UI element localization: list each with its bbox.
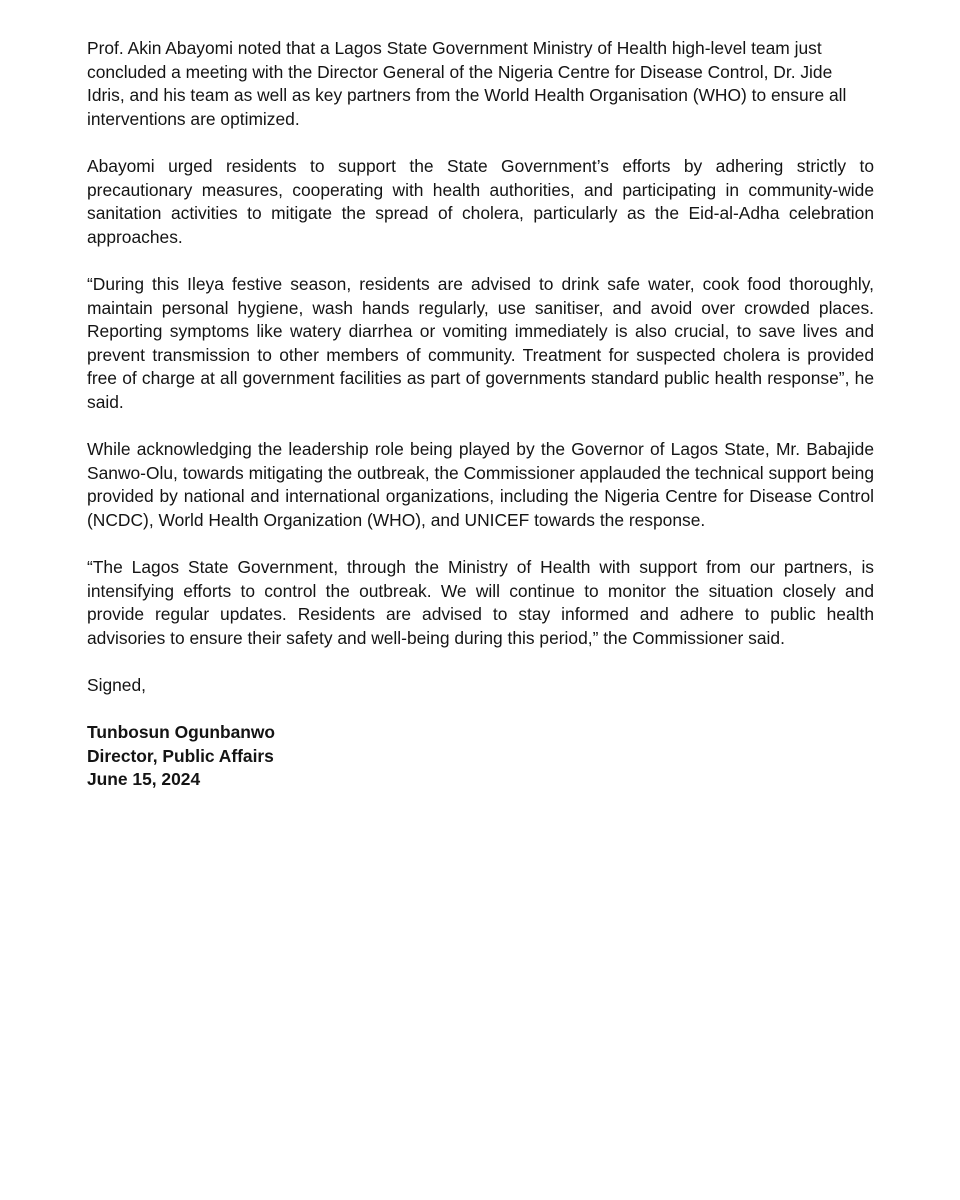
signatory-name: Tunbosun Ogunbanwo	[87, 722, 276, 743]
signatory-title: Director, Public Affairs	[87, 745, 274, 766]
paragraph-ileya-advice: “During this Ileya festive season, residents are advised to drink safe water, cook food thoroughly, maintain personal hygiene, wash hands regularly, use sanitiser, and avoid over crowded places. Reporting symptoms like watery diarrhea or vomiting immediately is also crucial, to save lives and prevent transmission to other members of community. Treatment for suspected cholera is provided free of charge at all government facilities as part of governments standard public health response”, he said.	[87, 273, 874, 412]
release-date: June 15, 2024	[87, 769, 201, 790]
paragraph-meeting: Prof. Akin Abayomi noted that a Lagos State Government Ministry of Health high-level team just concluded a meeting with the Director General of the Nigeria Centre for Disease Control, Dr. Jide Idris, and his team as well as key partners from the World Health Organisation (WHO) to ensure all interventions are optimized.	[87, 38, 847, 129]
press-release-page	[87, 37, 874, 792]
paragraph-acknowledgement: While acknowledging the leadership role being played by the Governor of Lagos State, Mr. Babajide Sanwo-Olu, towards mitigating the outbreak, the Commissioner applauded the technical support being provided by national and international organizations, including the Nigeria Centre for Disease Control (NCDC), World Health Organization (WHO), and UNICEF towards the response.	[87, 439, 874, 530]
paragraph-residents-appeal: Abayomi urged residents to support the State Government’s efforts by adhering strictly to precautionary measures, cooperating with health authorities, and participating in community-wide sanitation activities to mitigate the spread of cholera, particularly as the Eid-al-Adha celebration approaches.	[87, 155, 874, 247]
signed-label: Signed,	[87, 675, 146, 696]
paragraph-commissioner-quote: “The Lagos State Government, through the Ministry of Health with support from our partners, is intensifying efforts to control the outbreak. We will continue to monitor the situation closely and provide regular updates. Residents are advised to stay informed and adhere to public health advisories to ensure their safety and well-being during this period,” the Commissioner said.	[87, 557, 874, 648]
signature-block	[87, 721, 874, 792]
